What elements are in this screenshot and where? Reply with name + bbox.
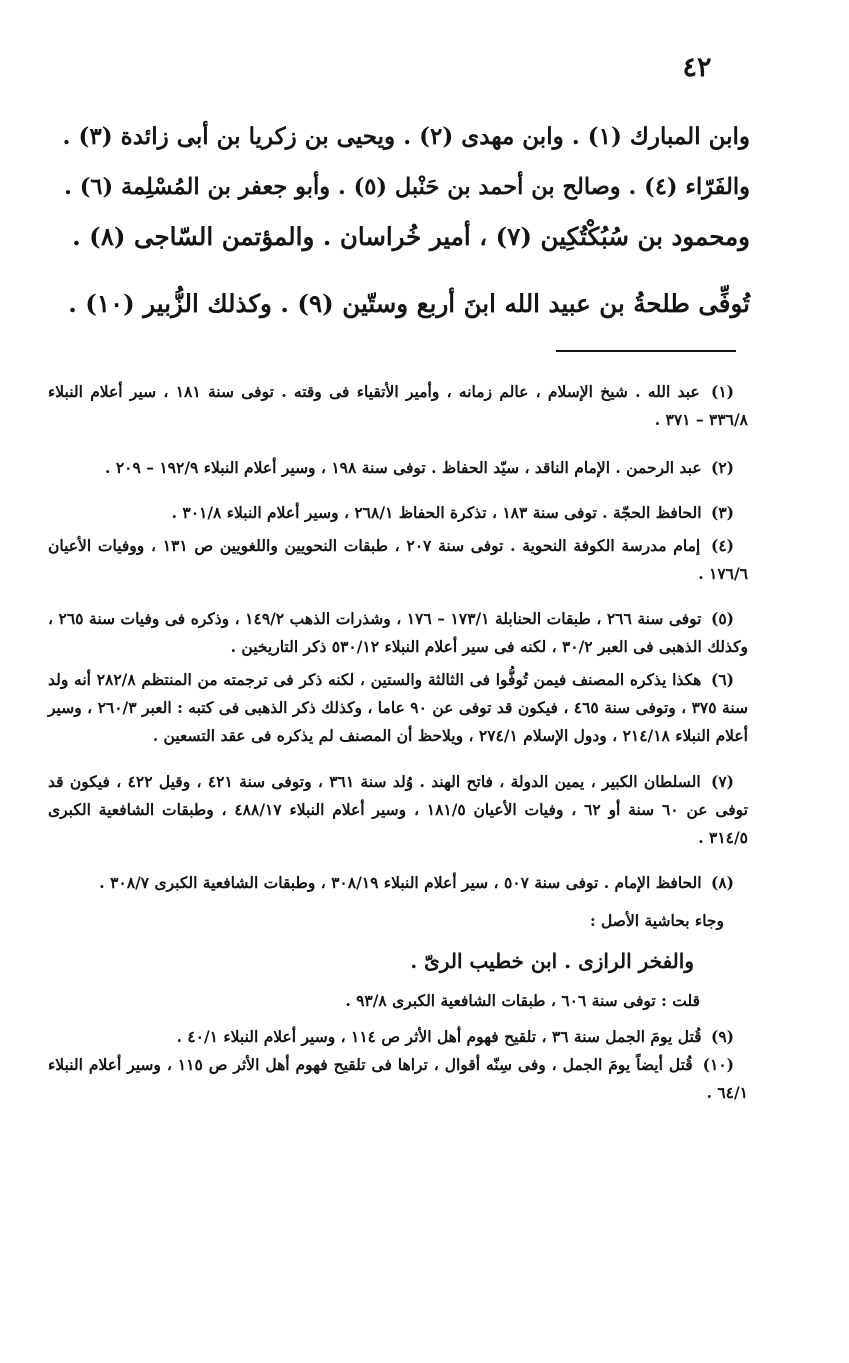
footnote bbox=[48, 532, 748, 588]
footnote bbox=[48, 1051, 748, 1107]
footnote-label: (١) bbox=[710, 382, 734, 401]
footnote-separator bbox=[556, 350, 736, 352]
footnote bbox=[48, 869, 748, 897]
footnote-label: (٦) bbox=[711, 670, 735, 689]
page-number: ٤٢ bbox=[682, 52, 712, 83]
main-text-line: وابن المبارك (١) . وابن مهدى (٢) . ويحيى بن زكريا بن أبى زائدة (٣) . bbox=[62, 123, 750, 150]
footnote bbox=[48, 768, 748, 852]
footnote-text: توفى سنة ٢٦٦ ، طبقات الحنابلة ١٧٣/١ – ١٧٦ ، وشذرات الذهب ١٤٩/٢ ، وذكره فى وفيات سنة ٢٦٥ ، وكذلك الذهبى فى العبر ٣٠/٢ ، لكنه فى سير أعلام النبلاء ٥٣٠/١٢ ذكر التاريخين . bbox=[48, 609, 748, 656]
footnote bbox=[48, 378, 748, 434]
footnote bbox=[48, 605, 748, 661]
footnote-label: (٧) bbox=[710, 772, 734, 791]
main-text-line: تُوفِّى طلحةُ بن عبيد الله ابنَ أربع وستّين (٩) . وكذلك الزُّبير (١٠) . bbox=[68, 289, 750, 318]
footnote-text: قُتل أيضاً يومَ الجمل ، وفى سِنّه أقوال ، تراها فى تلقيح فهوم أهل الأثر ص ١١٥ ، وسير أعلام النبلاء ٦٤/١ . bbox=[48, 1055, 748, 1102]
footnote-label: (١٠) bbox=[702, 1055, 734, 1074]
footnotes bbox=[48, 378, 748, 1107]
footnote bbox=[48, 499, 748, 527]
main-text bbox=[60, 112, 750, 329]
footnote-label: (٢) bbox=[710, 458, 734, 477]
footnote bbox=[48, 454, 748, 482]
footnote-text: قُتل يومَ الجمل سنة ٣٦ ، تلقيح فهوم أهل الأثر ص ١١٤ ، وسير أعلام النبلاء ٤٠/١ . bbox=[176, 1027, 702, 1046]
footnote-label: (٥) bbox=[710, 609, 734, 628]
footnote-label: (٨) bbox=[710, 873, 734, 892]
footnote-label: (٩) bbox=[710, 1027, 734, 1046]
margin-note-intro: وجاء بحاشية الأصل : bbox=[589, 911, 724, 930]
footnote-label: (٣) bbox=[710, 503, 734, 522]
footnote-text: إمام مدرسة الكوفة النحوية . توفى سنة ٢٠٧ ، طبقات النحويين واللغويين ص ١٣١ ، ووفيات الأعيان ١٧٦/٦ . bbox=[48, 536, 748, 583]
footnote-label: (٤) bbox=[710, 536, 734, 555]
margin-note-comment: قلت : توفى سنة ٦٠٦ ، طبقات الشافعية الكبرى ٩٣/٨ . bbox=[345, 991, 700, 1010]
footnote-text: الحافظ الإمام . توفى سنة ٥٠٧ ، سير أعلام النبلاء ٣٠٨/١٩ ، وطبقات الشافعية الكبرى ٣٠٨/٧ . bbox=[99, 873, 702, 892]
footnote bbox=[48, 1023, 748, 1051]
main-text-line: ومحمود بن سُبُكْتُكِين (٧) ، أمير خُراسان . والمؤتمن السّاجى (٨) . bbox=[72, 222, 750, 251]
footnote-text: عبد الرحمن . الإمام الناقد ، سيّد الحفاظ . توفى سنة ١٩٨ ، وسير أعلام النبلاء ١٩٢/٩ – ٢٠٩ . bbox=[105, 458, 702, 477]
footnote-text: السلطان الكبير ، يمين الدولة ، فاتح الهند . وُلد سنة ٣٦١ ، وتوفى سنة ٤٢١ ، وقيل ٤٢٢ ، فيكون قد توفى عن ٦٠ سنة أو ٦٢ ، وفيات الأعيان ١٨١/٥ ، وسير أعلام النبلاء ٤٨٨/١٧ ، وطبقات الشافعية الكبرى ٣١٤/٥ . bbox=[48, 772, 748, 847]
footnote-text: هكذا يذكره المصنف فيمن تُوفُّوا فى الثالثة والستين ، لكنه ذكر فى ترجمته من المنتظم ٢٨٢/٨ أنه ولد سنة ٣٧٥ ، وتوفى سنة ٤٦٥ ، فيكون قد توفى عن ٩٠ عاما ، وكذلك ذكر الذهبى فى كتبه : العبر ٢٦٠/٣ ، وسير أعلام النبلاء ٢١٤/١٨ ، ودول الإسلام ٢٧٤/١ ، ويلاحظ أن المصنف لم يذكره فى عقد التسعين . bbox=[48, 670, 748, 745]
margin-note-quote: والفخر الرازى . ابن خطيب الرىّ . bbox=[410, 949, 694, 973]
footnote bbox=[48, 666, 748, 750]
footnote-text: عبد الله . شيخ الإسلام ، عالم زمانه ، وأمير الأتقياء فى وقته . توفى سنة ١٨١ ، سير أعلام النبلاء ٣٣٦/٨ – ٣٧١ . bbox=[48, 382, 748, 429]
footnote-text: الحافظ الحجّة . توفى سنة ١٨٣ ، تذكرة الحفاظ ٢٦٨/١ ، وسير أعلام النبلاء ٣٠١/٨ . bbox=[171, 503, 702, 522]
main-text-line: والفَرّاء (٤) . وصالح بن أحمد بن حَنْبل (٥) . وأبو جعفر بن المُسْلِمة (٦) . bbox=[64, 174, 750, 200]
